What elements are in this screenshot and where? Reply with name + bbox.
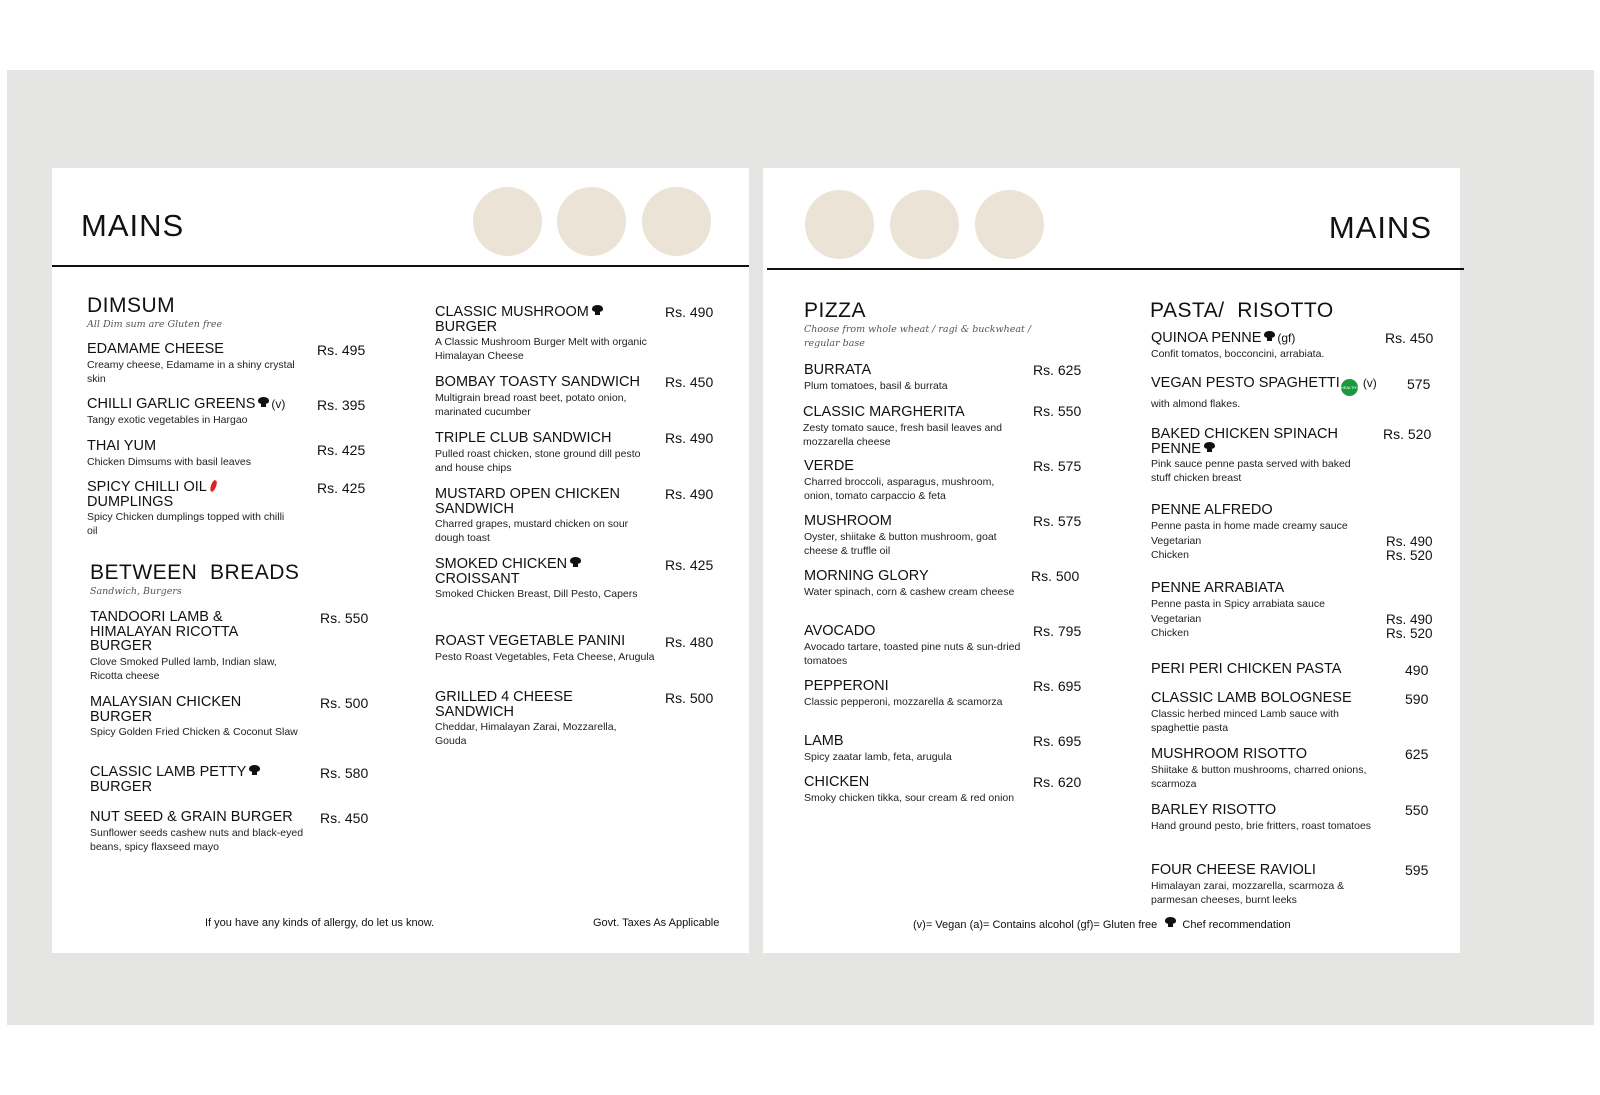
item-name: SPICY CHILLI OIL <box>87 479 207 495</box>
item-name: BURGER <box>90 778 153 795</box>
item-price: 595 <box>1405 862 1429 878</box>
item-price: Rs. 490 <box>1386 534 1433 549</box>
item-price: Rs. 490 <box>665 486 714 502</box>
menu-item-grilled-4-cheese-sandwich <box>435 690 645 748</box>
menu-item-vegan-pesto-spaghetti <box>1151 376 1391 411</box>
item-name: CLASSIC MARGHERITA <box>803 404 965 420</box>
section-title: BETWEEN BREADS <box>90 561 300 584</box>
item-price: Rs. 395 <box>317 397 366 413</box>
menu-item-thai-yum <box>87 439 307 469</box>
item-price: Rs. 500 <box>1031 568 1080 584</box>
item-price: Rs. 695 <box>1033 733 1082 749</box>
item-description: Cheddar, Himalayan Zarai, Mozzarella, Gouda <box>435 721 617 747</box>
section-subtitle: regular base <box>804 338 865 349</box>
item-description: Avocado tartare, toasted pine nuts & sun-dried tomatoes <box>804 640 1021 667</box>
item-name: TANDOORI LAMB & <box>90 609 223 625</box>
menu-item-malaysian-chicken-burger <box>90 695 305 739</box>
item-price: Rs. 480 <box>665 634 714 650</box>
item-name: LAMB <box>804 733 844 749</box>
item-description: Classic pepperoni, mozzarella & scamorza <box>804 695 1003 708</box>
menu-item-pepperoni <box>804 679 1024 709</box>
item-name: NUT SEED & GRAIN BURGER <box>90 809 293 825</box>
chef-hat-icon <box>249 765 260 776</box>
item-description: Hand ground pesto, brie fritters, roast tomatoes <box>1151 819 1372 832</box>
chef-hat-icon <box>1165 917 1176 928</box>
menu-item-mushroom-risotto <box>1151 747 1381 791</box>
menu-item-chilli-garlic-greens <box>87 397 317 427</box>
item-name: AVOCADO <box>804 623 876 639</box>
menu-item-burrata <box>804 363 1024 393</box>
menu-item-penne-alfredo <box>1151 503 1391 562</box>
header-divider <box>767 268 1464 270</box>
menu-item-avocado <box>804 624 1024 668</box>
item-name: MUSTARD OPEN CHICKEN <box>435 486 621 502</box>
item-name: PENNE <box>1151 440 1201 457</box>
item-name: SANDWICH <box>435 500 514 517</box>
menu-page-right <box>763 168 1460 953</box>
decorative-circle <box>642 187 711 256</box>
section-title: PIZZA <box>804 299 867 322</box>
item-name: PENNE ALFREDO <box>1151 502 1273 518</box>
item-name: BURGER <box>435 318 498 335</box>
item-description: Shiitake & button mushrooms, charred onions, scarmoza <box>1151 763 1367 790</box>
page-title: MAINS <box>81 208 185 243</box>
item-price: Rs. 490 <box>665 430 714 446</box>
item-name: HIMALAYAN RICOTTA <box>90 623 239 640</box>
menu-item-classic-mushroom-burger <box>435 305 650 363</box>
item-price: Rs. 550 <box>1033 403 1082 419</box>
menu-item-tandoori-lamb-burger <box>90 610 305 683</box>
item-name: MORNING GLORY <box>804 568 929 584</box>
menu-item-triple-club-sandwich <box>435 431 655 475</box>
chef-hat-icon <box>592 305 603 316</box>
item-name: EDAMAME CHEESE <box>87 341 224 357</box>
item-name: BARLEY RISOTTO <box>1151 802 1277 818</box>
item-price: 550 <box>1405 802 1429 818</box>
item-name: CLASSIC LAMB PETTY <box>90 764 247 780</box>
item-description: Oyster, shiitake & button mushroom, goat cheese & truffle oil <box>804 530 997 557</box>
item-description: Plum tomatoes, basil & burrata <box>804 379 948 392</box>
item-description: Pink sauce penne pasta served with baked stuff chicken breast <box>1151 458 1351 484</box>
item-name: CROISSANT <box>435 570 520 587</box>
item-price: Rs. 450 <box>320 810 369 826</box>
item-price: Rs. 620 <box>1033 774 1082 790</box>
item-option: Chicken <box>1151 548 1189 561</box>
menu-item-classic-margherita <box>803 405 1023 449</box>
item-tag: (gf) <box>1277 331 1296 345</box>
item-description: Pesto Roast Vegetables, Feta Cheese, Arugula <box>435 650 655 663</box>
item-price: Rs. 695 <box>1033 678 1082 694</box>
item-tag: (v) <box>271 397 286 411</box>
decorative-circle <box>890 190 959 259</box>
section-title: DIMSUM <box>87 294 176 317</box>
item-description: A Classic Mushroom Burger Melt with organic Himalayan Cheese <box>435 336 647 362</box>
menu-page-left <box>52 168 749 953</box>
item-description: Chicken Dimsums with basil leaves <box>87 455 251 468</box>
allergy-note: If you have any kinds of allergy, do let us know. <box>205 917 435 929</box>
item-name: CLASSIC LAMB BOLOGNESE <box>1151 690 1352 706</box>
item-price: 490 <box>1405 662 1429 678</box>
item-option: Chicken <box>1151 626 1189 639</box>
menu-item-roast-vegetable-panini <box>435 634 655 664</box>
section-subtitle: Sandwich, Burgers <box>90 586 182 597</box>
item-name: TRIPLE CLUB SANDWICH <box>435 430 612 446</box>
item-name: MALAYSIAN CHICKEN <box>90 694 242 710</box>
section-between-breads <box>90 562 299 598</box>
section-subtitle: Choose from whole wheat / ragi & buckwheat / <box>804 324 1032 335</box>
item-name: VERDE <box>804 458 854 474</box>
menu-item-chicken-pizza <box>804 775 1024 805</box>
item-price: Rs. 425 <box>317 480 366 496</box>
item-description: Confit tomatos, bocconcini, arrabiata. <box>1151 347 1325 360</box>
item-description: Creamy cheese, Edamame in a shiny crystal skin <box>87 358 295 385</box>
item-name: BAKED CHICKEN SPINACH <box>1151 426 1338 442</box>
item-price: 625 <box>1405 746 1429 762</box>
item-name: PENNE ARRABIATA <box>1151 580 1285 596</box>
item-name: QUINOA PENNE <box>1151 330 1262 346</box>
item-tag: (v) <box>1362 376 1377 390</box>
menu-item-mushroom-pizza <box>804 514 1024 558</box>
section-dimsum <box>87 295 222 331</box>
item-price: Rs. 495 <box>317 342 366 358</box>
menu-item-edamame-cheese <box>87 342 302 386</box>
item-name: PERI PERI CHICKEN PASTA <box>1151 661 1342 677</box>
page-title: MAINS <box>1328 210 1432 245</box>
item-price: Rs. 580 <box>320 765 369 781</box>
legend-note <box>913 917 1291 932</box>
item-name: SANDWICH <box>435 703 514 720</box>
item-name: GRILLED 4 CHEESE <box>435 689 573 705</box>
item-price: 575 <box>1407 376 1431 392</box>
item-price: Rs. 500 <box>665 690 714 706</box>
item-name: ROAST VEGETABLE PANINI <box>435 633 626 649</box>
item-name: BOMBAY TOASTY SANDWICH <box>435 374 640 390</box>
decorative-circle <box>975 190 1044 259</box>
item-description: Multigrain bread roast beet, potato onion, marinated cucumber <box>435 391 627 418</box>
menu-item-morning-glory <box>804 569 1024 599</box>
item-price: Rs. 500 <box>320 695 369 711</box>
healthy-badge-icon: HEALTHY <box>1341 379 1358 396</box>
item-name: CHICKEN <box>804 774 870 790</box>
section-subtitle: All Dim sum are Gluten free <box>87 319 223 330</box>
item-price: Rs. 520 <box>1386 548 1433 563</box>
menu-item-nut-seed-grain-burger <box>90 810 305 854</box>
menu-item-verde <box>804 459 1024 503</box>
item-description: Smoky chicken tikka, sour cream & red onion <box>804 791 1015 804</box>
menu-item-four-cheese-ravioli <box>1151 863 1381 907</box>
item-name: BURGER <box>90 638 153 654</box>
item-price: Rs. 490 <box>1386 612 1433 627</box>
item-name: MUSHROOM RISOTTO <box>1151 746 1308 762</box>
taxes-note: Govt. Taxes As Applicable <box>593 917 720 929</box>
item-name: MUSHROOM <box>804 513 892 529</box>
decorative-circle <box>473 187 542 256</box>
item-price: Rs. 425 <box>317 442 366 458</box>
menu-item-classic-lamb-petty-burger <box>90 765 305 794</box>
item-description: Spicy Golden Fried Chicken & Coconut Slaw <box>90 726 298 738</box>
item-price: Rs. 520 <box>1386 626 1433 641</box>
menu-item-bombay-toasty-sandwich <box>435 375 655 419</box>
legend-text: (v)= Vegan (a)= Contains alcohol (gf)= Gluten free <box>913 919 1158 931</box>
item-option: Vegetarian <box>1151 612 1202 625</box>
item-name: CLASSIC MUSHROOM <box>435 304 589 320</box>
item-description: Penne pasta in home made creamy sauce <box>1151 519 1348 532</box>
item-price: Rs. 450 <box>1385 330 1434 346</box>
menu-item-classic-lamb-bolognese <box>1151 691 1381 735</box>
item-description: Water spinach, corn & cashew cream cheese <box>804 585 1015 598</box>
item-description: Smoked Chicken Breast, Dill Pesto, Capers <box>435 588 638 600</box>
item-description: Charred grapes, mustard chicken on sour dough toast <box>435 518 629 544</box>
menu-item-lamb-pizza <box>804 734 1024 764</box>
section-pizza <box>804 300 1031 350</box>
item-name: BURRATA <box>804 362 872 378</box>
item-description: Penne pasta in Spicy arrabiata sauce <box>1151 597 1325 610</box>
item-description: Clove Smoked Pulled lamb, Indian slaw, Ricotta cheese <box>90 655 277 682</box>
item-price: Rs. 450 <box>665 374 714 390</box>
item-price: Rs. 425 <box>665 557 714 573</box>
item-description: Spicy zaatar lamb, feta, arugula <box>804 750 952 763</box>
item-name: BURGER <box>90 708 153 725</box>
item-name: DUMPLINGS <box>87 493 174 510</box>
menu-item-penne-arrabiata <box>1151 581 1391 640</box>
item-name: THAI YUM <box>87 438 157 454</box>
item-price: Rs. 575 <box>1033 513 1082 529</box>
item-option: Vegetarian <box>1151 534 1202 547</box>
item-description: Zesty tomato sauce, fresh basil leaves and mozzarella cheese <box>803 421 1003 448</box>
item-name: VEGAN PESTO SPAGHETTI <box>1151 375 1340 391</box>
item-description: with almond flakes. <box>1151 398 1241 410</box>
menu-item-baked-chicken-spinach-penne <box>1151 427 1371 485</box>
menu-item-spicy-chilli-oil-dumplings <box>87 480 297 538</box>
menu-item-barley-risotto <box>1151 803 1381 833</box>
section-pasta-risotto <box>1150 300 1334 322</box>
item-name: SMOKED CHICKEN <box>435 556 568 572</box>
item-description: Tangy exotic vegetables in Hargao <box>87 413 248 426</box>
item-description: Pulled roast chicken, stone ground dill pesto and house chips <box>435 447 641 474</box>
item-description: Charred broccoli, asparagus, mushroom, onion, tomato carpaccio & feta <box>804 475 995 502</box>
menu-item-smoked-chicken-croissant <box>435 557 645 601</box>
item-description: Spicy Chicken dumplings topped with chilli oil <box>87 511 285 537</box>
decorative-circle <box>805 190 874 259</box>
item-description: Sunflower seeds cashew nuts and black-eyed beans, spicy flaxseed mayo <box>90 826 304 853</box>
chef-hat-icon <box>570 557 581 568</box>
item-description: Himalayan zarai, mozzarella, scarmoza & parmesan cheeses, burnt leeks <box>1151 879 1345 906</box>
chili-pepper-icon <box>209 480 218 493</box>
chef-hat-icon <box>258 397 269 408</box>
chef-hat-icon <box>1204 442 1215 453</box>
item-name: FOUR CHEESE RAVIOLI <box>1151 862 1316 878</box>
item-price: 590 <box>1405 691 1429 707</box>
item-name: CHILLI GARLIC GREENS <box>87 396 256 412</box>
item-price: Rs. 625 <box>1033 362 1082 378</box>
menu-item-quinoa-penne <box>1151 331 1371 361</box>
item-price: Rs. 795 <box>1033 623 1082 639</box>
header-divider <box>52 265 749 267</box>
item-price: Rs. 490 <box>665 304 714 320</box>
item-description: Classic herbed minced Lamb sauce with spaghettie pasta <box>1151 707 1339 734</box>
decorative-circle <box>557 187 626 256</box>
menu-item-mustard-open-chicken-sandwich <box>435 487 655 545</box>
item-name: PEPPERONI <box>804 678 889 694</box>
legend-chef-text: Chef recommendation <box>1182 919 1291 931</box>
chef-hat-icon <box>1264 331 1275 342</box>
item-price: Rs. 550 <box>320 610 369 626</box>
item-price: Rs. 575 <box>1033 458 1082 474</box>
item-price: Rs. 520 <box>1383 426 1432 442</box>
menu-item-peri-peri-chicken-pasta <box>1151 662 1391 677</box>
section-title: PASTA/ RISOTTO <box>1150 299 1334 322</box>
